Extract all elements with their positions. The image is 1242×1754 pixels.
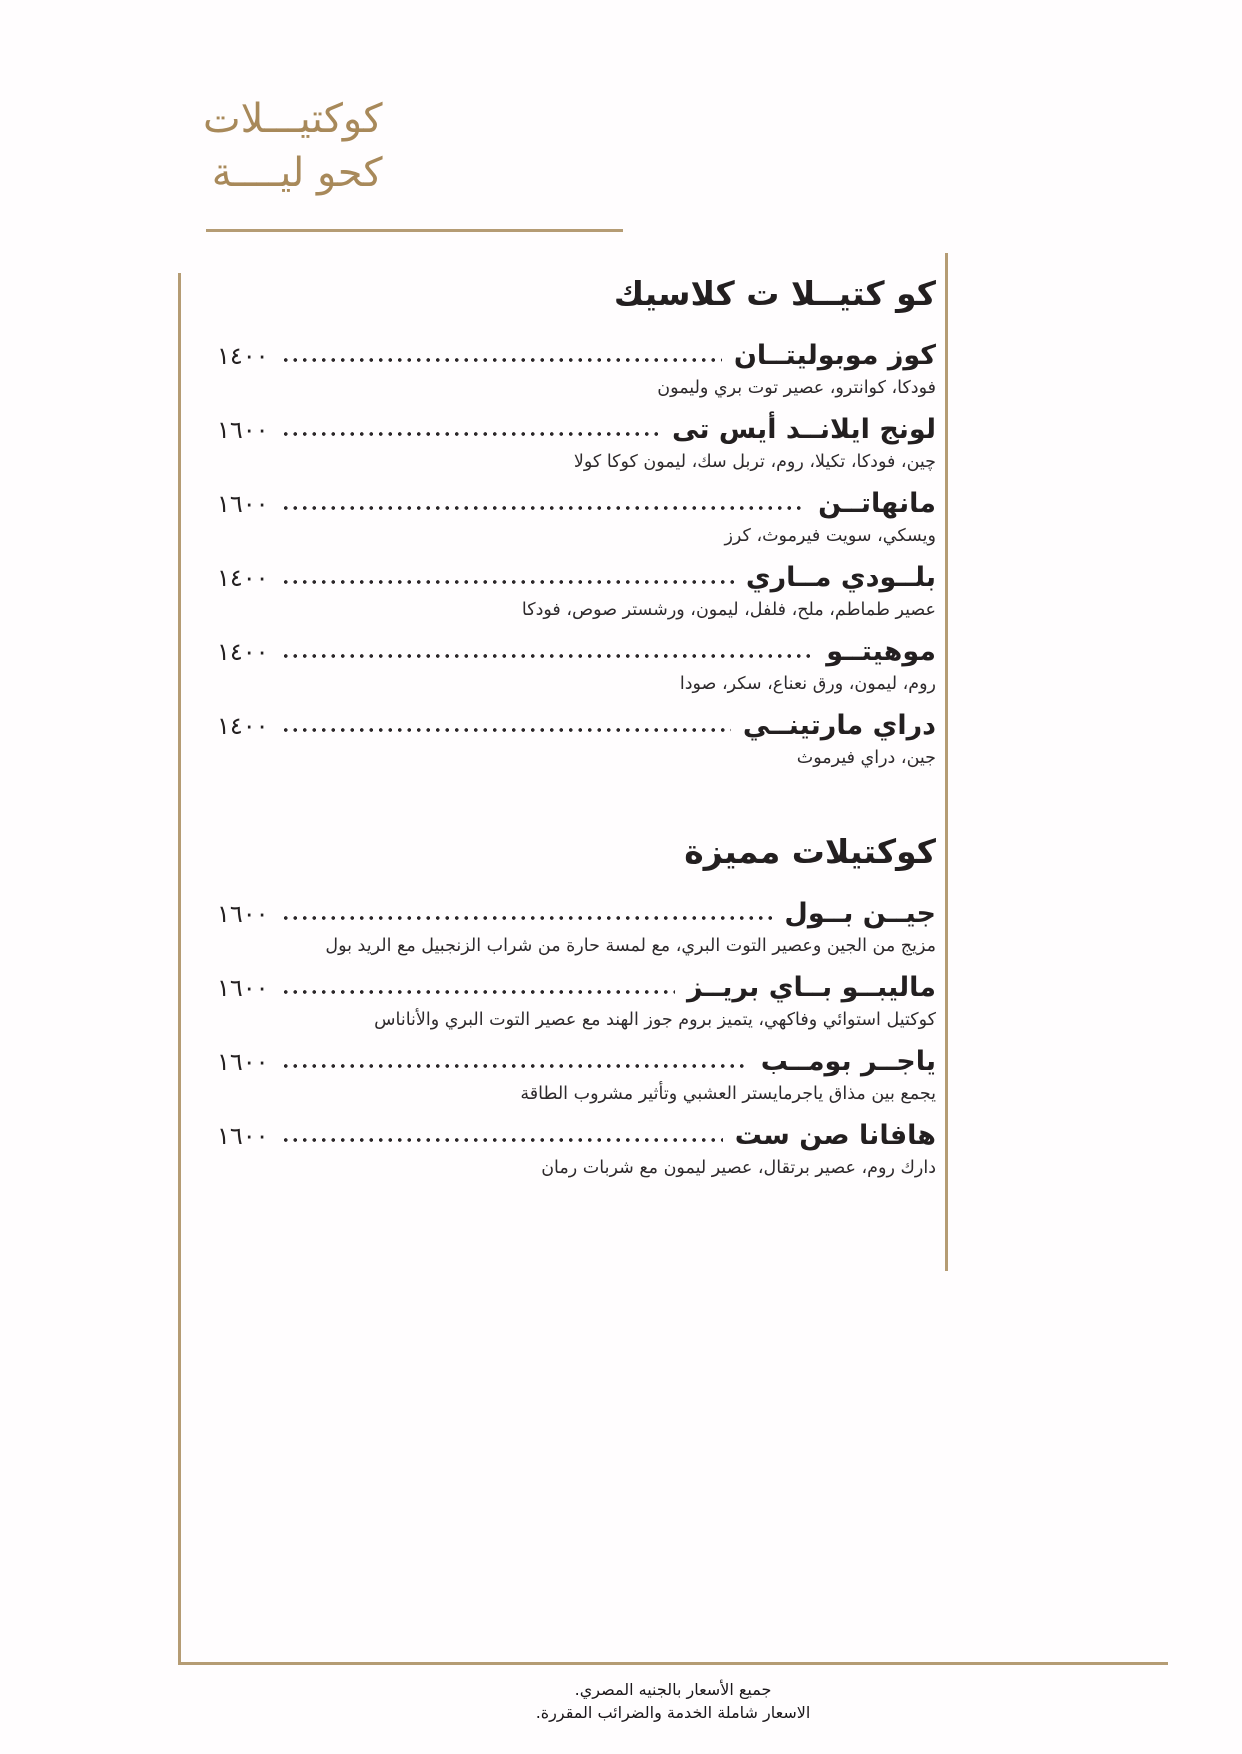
item-price: ١٦٠٠ (217, 416, 269, 444)
frame-right-line (945, 253, 948, 1271)
menu-content (217, 272, 936, 1192)
dotted-leader (281, 1135, 723, 1145)
menu-item (217, 338, 936, 400)
menu-item (217, 486, 936, 548)
item-row (217, 896, 936, 932)
item-price: ١٤٠٠ (217, 342, 269, 370)
dotted-leader (281, 913, 773, 923)
logo-underline (206, 229, 623, 232)
dotted-leader (281, 355, 722, 365)
item-name: بلــودي مــاري (745, 562, 936, 593)
dotted-leader (281, 725, 731, 735)
menu-item (217, 1044, 936, 1106)
footer-line-1: جميع الأسعار بالجنيه المصري. (574, 1680, 772, 1699)
menu-item (217, 896, 936, 958)
section-title: كوكتيلات مميزة (684, 832, 936, 871)
item-name: ياجــر بومــب (760, 1046, 936, 1077)
item-name: هافانا صن ست (734, 1120, 936, 1151)
item-price: ١٦٠٠ (217, 900, 269, 928)
item-name: ماليبــو بــاي بريــز (686, 972, 936, 1003)
item-row (217, 560, 936, 596)
dotted-leader (281, 577, 734, 587)
item-name: دراي مارتينــي (742, 710, 936, 741)
item-price: ١٦٠٠ (217, 1122, 269, 1150)
item-description: مزيج من الجين وعصير التوت البري، مع لمسة حارة من شراب الزنجبيل مع الريد بول (325, 936, 936, 956)
dotted-leader (281, 651, 815, 661)
item-description: عصير طماطم، ملح، فلفل، ليمون، ورشستر صوص، فودكا (521, 600, 936, 620)
item-name: جيــن بــول (784, 898, 936, 929)
item-description: جين، دراي فيرموث (796, 748, 936, 768)
item-row (217, 486, 936, 522)
footer-note (179, 1678, 1167, 1724)
item-row (217, 634, 936, 670)
item-price: ١٤٠٠ (217, 638, 269, 666)
frame-bottom-line (178, 1662, 1168, 1665)
item-row (217, 338, 936, 374)
dotted-leader (281, 987, 675, 997)
menu-item (217, 1118, 936, 1180)
section-title: كو كتيــلا ت كلاسيك (613, 274, 936, 313)
logo-line-1: كوكتيـــلات (203, 96, 383, 142)
item-name: لونج ايلانــد أيس تى (672, 414, 936, 445)
item-name: موهيتــو (826, 636, 936, 667)
item-description: فودكا، كوانترو، عصير توت بري وليمون (657, 378, 936, 398)
item-row (217, 412, 936, 448)
item-description: كوكتيل استوائي وفاكهي، يتميز بروم جوز الهند مع عصير التوت البري والأناناس (374, 1010, 936, 1030)
item-price: ١٤٠٠ (217, 712, 269, 740)
section-signature-cocktails (217, 830, 936, 1180)
item-price: ١٤٠٠ (217, 564, 269, 592)
footer-line-2: الاسعار شاملة الخدمة والضرائب المقررة. (535, 1703, 811, 1722)
section-classic-cocktails (217, 272, 936, 770)
dotted-leader (281, 1061, 749, 1071)
menu-item (217, 412, 936, 474)
menu-item (217, 970, 936, 1032)
item-row (217, 708, 936, 744)
dotted-leader (281, 429, 660, 439)
item-name: كوز موبوليتــان (733, 340, 936, 371)
logo-line-2: كحو ليــــة (211, 150, 383, 196)
item-description: روم، ليمون، ورق نعناع، سكر، صودا (679, 674, 936, 694)
item-name: مانهاتــن (818, 488, 936, 519)
item-description: يجمع بين مذاق ياجرمايستر العشبي وتأثير مشروب الطاقة (520, 1084, 936, 1104)
menu-item (217, 560, 936, 622)
dotted-leader (281, 503, 807, 513)
item-row (217, 970, 936, 1006)
frame-left-line (178, 273, 181, 1663)
item-row (217, 1044, 936, 1080)
item-price: ١٦٠٠ (217, 490, 269, 518)
menu-item (217, 634, 936, 696)
item-price: ١٦٠٠ (217, 1048, 269, 1076)
item-description: ويسكي، سويت فيرموث، كرز (724, 526, 936, 546)
item-price: ١٦٠٠ (217, 974, 269, 1002)
item-description: چين، فودكا، تكيلا، روم، تربل سك، ليمون كوكا كولا (573, 452, 936, 472)
item-row (217, 1118, 936, 1154)
menu-logo (203, 92, 383, 200)
item-description: دارك روم، عصير برتقال، عصير ليمون مع شربات رمان (541, 1158, 936, 1178)
menu-item (217, 708, 936, 770)
